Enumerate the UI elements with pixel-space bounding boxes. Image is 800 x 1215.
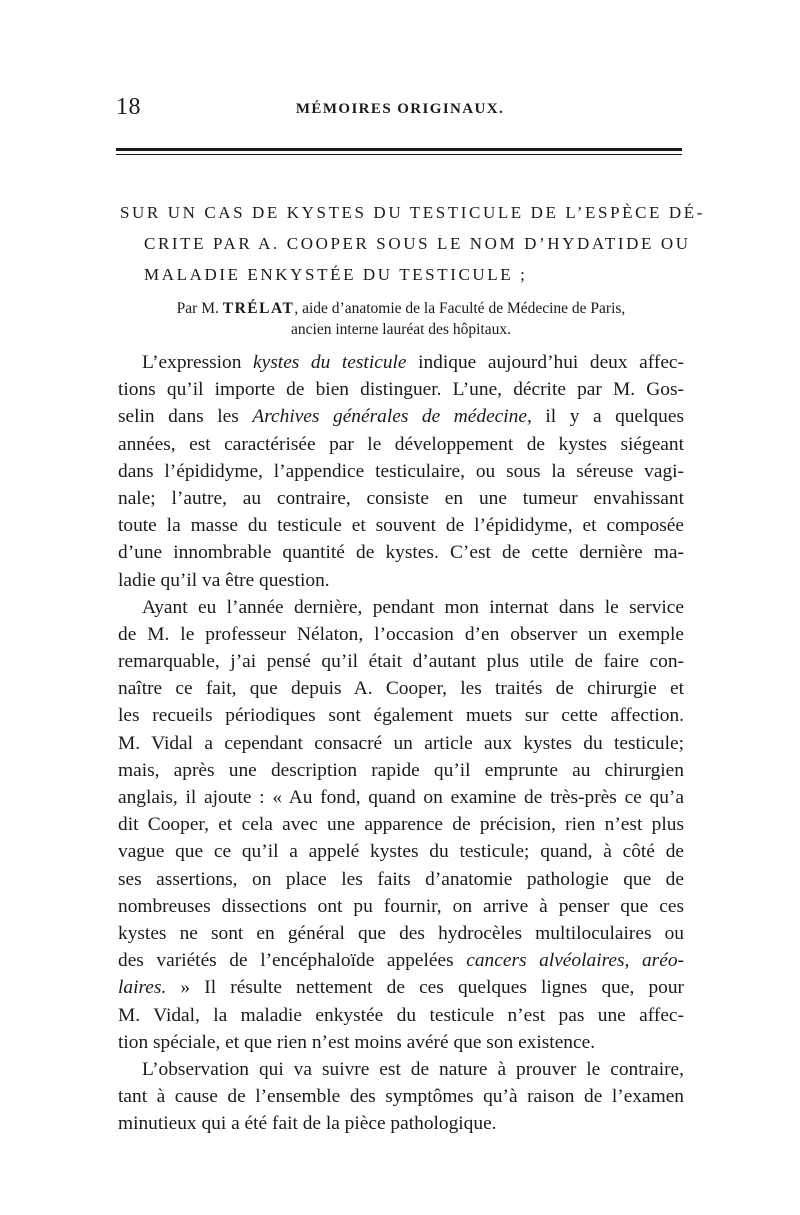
text-line: M. Vidal, la maladie enkystée du testicule n’est pas une affec- [118,1004,684,1026]
text-line: nombreuses dissections ont pu fournir, on arrive à penser que ces [118,895,684,917]
italic-text: cancers alvéolaires, aréo- [466,950,684,972]
running-head: MÉMOIRES ORIGINAUX. [295,101,505,117]
paragraph [118,349,684,594]
page-number: 18 [116,94,141,120]
article-body [118,349,684,1137]
text-line: ladie qu’il va être question. [118,569,330,591]
title-line: SUR UN CAS DE KYSTES DU TESTICULE DE L’ESPÈCE DÉ- [120,203,706,223]
article-title [120,197,706,290]
text-line: L’expression kystes du testicule indique aujourd’hui deux affec- [142,352,684,373]
byline-line-2: ancien interne lauréat des hôpitaux. [291,321,511,338]
title-line: CRITE PAR A. COOPER SOUS LE NOM D’HYDATIDE OU [144,234,691,254]
text-line: ses assertions, on place les faits d’anatomie pathologie que de [118,868,684,890]
title-line: MALADIE ENKYSTÉE DU TESTICULE ; [144,265,528,285]
text-line: d’une innombrable quantité de kystes. C’est de cette dernière ma- [118,542,684,564]
text-line: dans l’épididyme, l’appendice testiculaire, ou sous la séreuse vagi- [118,460,684,482]
italic-text: kystes du testicule [253,352,407,373]
text-line: années, est caractérisée par le développement de kystes siégeant [118,433,684,455]
paragraph [118,1056,684,1138]
author-name: TRÉLAT [222,300,295,317]
byline-prefix: Par M. [176,300,223,317]
byline [116,298,686,340]
text-line: M. Vidal a cependant consacré un article aux kystes du testicule; [118,732,684,754]
header-rule-thin [116,154,682,155]
text-line: les recueils périodiques sont également muets sur cette affection. [118,705,684,727]
text-line: dit Cooper, et cela avec une apparence de précision, rien n’est plus [118,814,684,836]
byline-line-1 [116,298,686,319]
text-line: remarquable, j’ai pensé qu’il était d’autant plus utile de faire con- [118,651,684,673]
text-line: minutieux qui a été fait de la pièce pathologique. [118,1113,497,1135]
paragraph [118,594,684,1056]
header-rule-thick [116,148,682,151]
text-line: L’observation qui va suivre est de nature à prouver le contraire, [142,1058,684,1080]
text-line: mais, après une description rapide qu’il emprunte au chirurgien [118,759,684,781]
text-line: Ayant eu l’année dernière, pendant mon internat dans le service [142,596,684,618]
text-line: anglais, il ajoute : « Au fond, quand on examine de très-près ce qu’a [118,787,684,808]
text-line: kystes ne sont en général que des hydrocèles multiloculaires ou [118,922,684,944]
text-line: des variétés de l’encéphaloïde appelées cancers alvéolaires, aréo- [118,950,684,972]
text-line: naître ce fait, que depuis A. Cooper, les traités de chirurgie et [118,678,684,700]
text-line: tions qu’il importe de bien distinguer. L’une, décrite par M. Gos- [118,379,684,401]
text-line: nale; l’autre, au contraire, consiste en une tumeur envahissant [118,487,684,509]
text-line: tant à cause de l’ensemble des symptômes qu’à raison de l’examen [118,1086,684,1108]
text-line: vague que ce qu’il a appelé kystes du testicule; quand, à côté de [118,841,684,863]
text-line: selin dans les Archives générales de médecine, il y a quelques [118,406,685,428]
author-affiliation: , aide d’anatomie de la Faculté de Médecine de Paris, [294,300,626,317]
italic-text: Archives générales de médecine, [252,406,532,428]
italic-text: laires. [118,977,167,999]
text-line: laires. » Il résulte nettement de ces quelques lignes que, pour [118,977,684,999]
text-line: toute la masse du testicule et souvent de l’épididyme, et composée [118,515,684,537]
text-line: tion spéciale, et que rien n’est moins avéré que son existence. [118,1031,596,1053]
text-line: de M. le professeur Nélaton, l’occasion d’en observer un exemple [118,623,684,645]
